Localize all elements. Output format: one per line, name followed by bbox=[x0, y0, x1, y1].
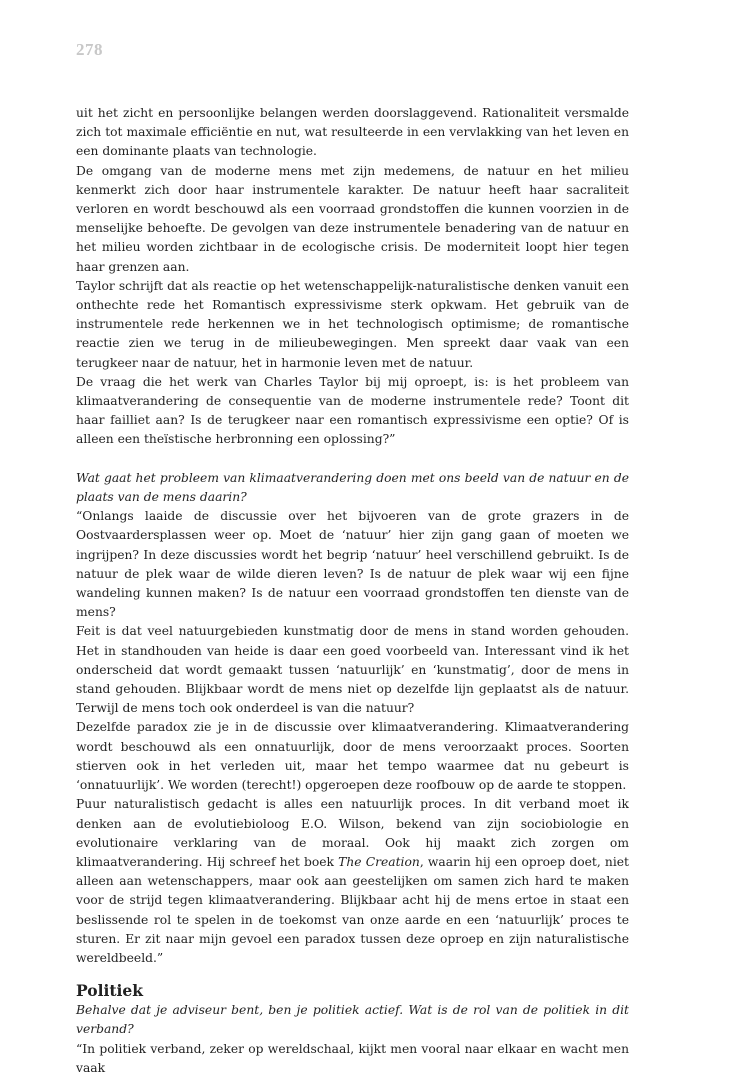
interview-question: Wat gaat het probleem van klimaatverandering doen met ons beeld van de natuur en de plaats van de mens daarin? bbox=[76, 470, 629, 505]
page-number: 278 bbox=[76, 40, 103, 59]
section-heading: Politiek bbox=[76, 981, 144, 1001]
interview-question: Behalve dat je adviseur bent, ben je politiek actief. Wat is de rol van de politiek in dit verband? bbox=[76, 1003, 629, 1037]
paragraph: De vraag die het werk van Charles Taylor bij mij oproept, is: is het probleem van klimaatverandering de consequentie van de moderne instrumentele rede? Toont dit haar failliet aan? Is de terugkeer naar een romantisch expressivisme een optie? Of is alleen een theïstische herbronning een oplossing?” bbox=[76, 374, 629, 447]
paragraph-text: , waarin hij een oproep doet, niet alleen aan wetenschappers, maar ook aan geestelijken om samen zich hard te maken voor de strijd tegen klimaatverandering. Blijkbaar acht hij de mens ertoe in staat een beslissende rol te spelen in de toekomst van onze aarde en een ‘natuurlijk’ proces te sturen. Er zit naar mijn gevoel een paradox tussen deze oproep en zijn naturalistische wereldbeeld.” bbox=[76, 854, 629, 965]
paragraph-text: Puur naturalistisch gedacht is alles een natuurlijk proces. In dit verband moet ik denken aan de evolutiebioloog E.O. Wilson, bekend van zijn sociobiologie en evolutionaire verklaring van de moraal. Ook hij maakt zich zorgen om klimaatverandering. Hij schreef het boek bbox=[76, 797, 629, 869]
paragraph: De omgang van de moderne mens met zijn medemens, de natuur en het milieu kenmerkt zich door haar instrumentele karakter. De natuur heeft haar sacraliteit verloren en wordt beschouwd als een voorraad grondstoffen die kunnen voorzien in de menselijke behoefte. De gevolgen van deze instrumentele benadering van de natuur en het milieu worden zichtbaar in de ecologische crisis. De moderniteit loopt hier tegen haar grenzen aan. bbox=[76, 163, 629, 274]
page-body bbox=[76, 104, 629, 1078]
paragraph: uit het zicht en persoonlijke belangen werden doorslaggevend. Rationaliteit versmalde zich tot maximale efficiëntie en nut, wat resulteerde in een vervlakking van het leven en een dominante plaats van technologie. bbox=[76, 106, 629, 159]
paragraph bbox=[76, 795, 629, 968]
paragraph: “In politiek verband, zeker op wereldschaal, kijkt men vooral naar elkaar en wacht men vaak bbox=[76, 1041, 629, 1075]
paragraph: Feit is dat veel natuurgebieden kunstmatig door de mens in stand worden gehouden. Het in standhouden van heide is daar een goed voorbeeld van. Interessant vind ik het onderscheid dat wordt gemaakt tussen ‘natuurlijk’ en ‘kunstmatig’, door de mens in stand gehouden. Blijkbaar wordt de mens niet op dezelfde lijn geplaatst als de natuur. Terwijl de mens toch ook onderdeel is van die natuur? bbox=[76, 624, 629, 716]
paragraph: Taylor schrijft dat als reactie op het wetenschappelijk-naturalistische denken vanuit een onthechte rede het Romantisch expressivisme sterk opkwam. Het gebruik van de instrumentele rede herkennen we in het technologisch optimisme; de romantische reactie zien we terug in de milieubewegingen. Men spreekt daar vaak van een terugkeer naar de natuur, het in harmonie leven met de natuur. bbox=[76, 278, 629, 370]
paragraph-spacer bbox=[76, 450, 629, 469]
paragraph: “Onlangs laaide de discussie over het bijvoeren van de grote grazers in de Oostvaardersplassen weer op. Moet de ‘natuur’ hier zijn gang gaan of moeten we ingrijpen? In deze discussies wordt het begrip ‘natuur’ heel verschillend gebruikt. Is de natuur de plek waar de wilde dieren leven? Is de natuur de plek waar wij een fijne wandeling kunnen maken? Is de natuur een voorraad grondstoffen ten dienste van de mens? bbox=[76, 509, 629, 620]
book-title: The Creation bbox=[338, 854, 420, 869]
paragraph: Dezelfde paradox zie je in de discussie over klimaatverandering. Klimaatverandering wordt beschouwd als een onnatuurlijk, door de mens veroorzaakt proces. Soorten stierven ook in het verleden uit, maar het tempo waarmee dat nu gebeurt is ‘onnatuurlijk’. We worden (terecht!) opgeroepen deze roofbouw op de aarde te stoppen. bbox=[76, 720, 629, 793]
